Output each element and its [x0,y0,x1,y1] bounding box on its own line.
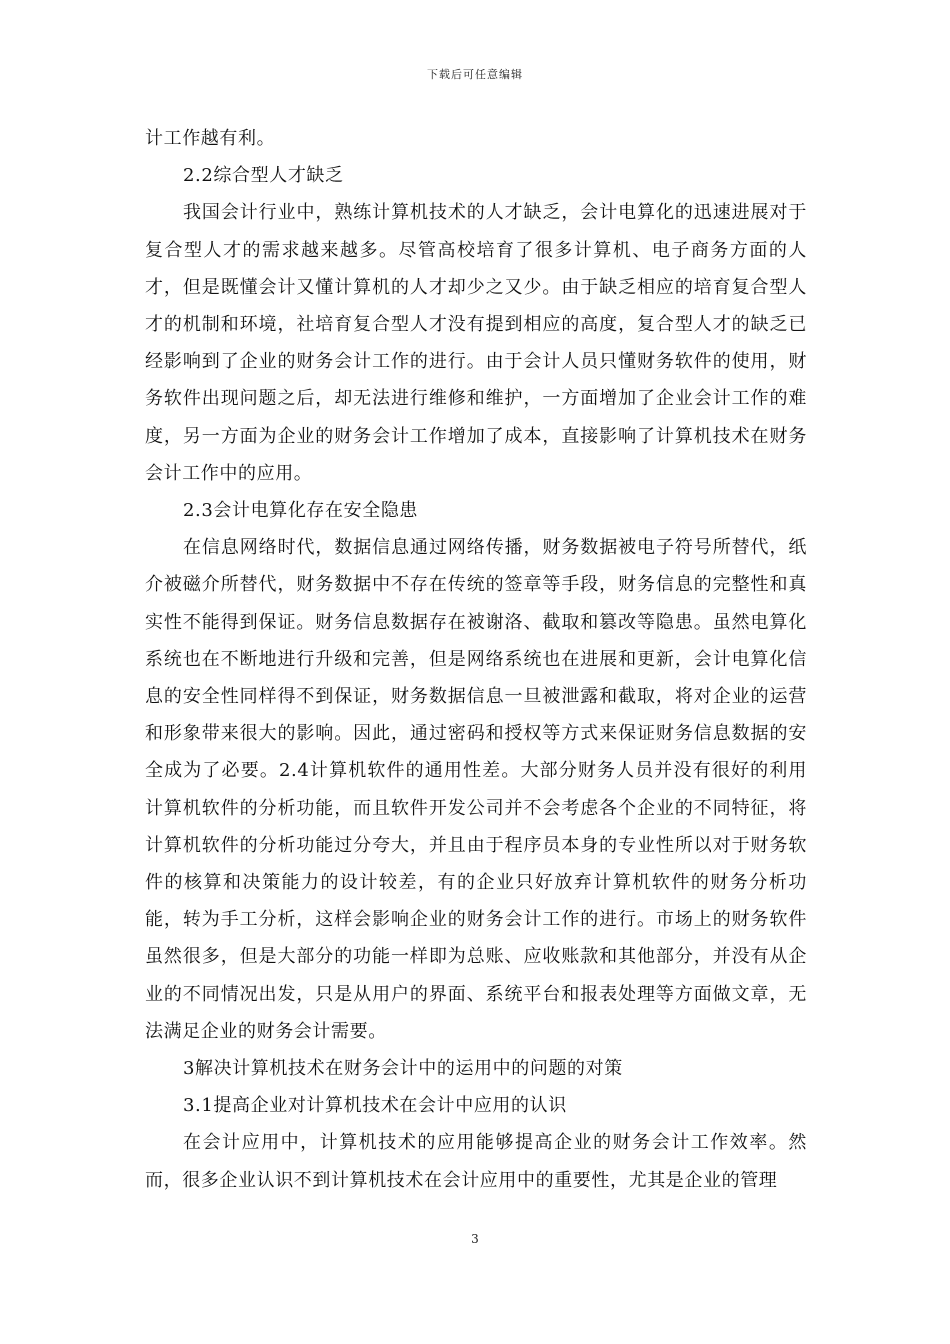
section-heading-2-3: 2.3会计电算化存在安全隐患 [183,500,419,522]
paragraph-3-1: 在会计应用中，计算机技术的应用能够提高企业的财务会计工作效率。然而，很多企业认识不到计算机技术在会计应用中的重要性，尤其是企业的管理 [145,1132,807,1191]
paragraph-2-3: 在信息网络时代，数据信息通过网络传播，财务数据被电子符号所替代，纸介被磁介所替代，财务数据中不存在传统的签章等手段，财务信息的完整性和真实性不能得到保证。财务信息数据存在被谢洛、截取和篡改等隐患。虽然电算化系统也在不断地进行升级和完善，但是网络系统也在进展和更新，会计电算化信息的安全性同样得不到保证，财务数据信息一旦被泄露和截取，将对企业的运营和形象带来很大的影响。因此，通过密码和授权等方式来保证财务信息数据的安全成为了必要。2.4计算机软件的通用性差。大部分财务人员并没有很好的利用计算机软件的分析功能，而且软件开发公司并不会考虑各个企业的不同特征，将计算机软件的分析功能过分夸大，并且由于程序员本身的专业性所以对于财务软件的核算和决策能力的设计较差，有的企业只好放弃计算机软件的财务分析功能，转为手工分析，这样会影响企业的财务会计工作的进行。市场上的财务软件虽然很多，但是大部分的功能一样即为总账、应收账款和其他部分，并没有从企业的不同情况出发，只是从用户的界面、系统平台和报表处理等方面做文章，无法满足企业的财务会计需要。 [145,537,807,1042]
paragraph-2-2: 我国会计行业中，熟练计算机技术的人才缺乏，会计电算化的迅速进展对于复合型人才的需求越来越多。尽管高校培育了很多计算机、电子商务方面的人才，但是既懂会计又懂计算机的人才却少之又少。由于缺乏相应的培育复合型人才的机制和环境，社培育复合型人才没有提到相应的高度，复合型人才的缺乏已经影响到了企业的财务会计工作的进行。由于会计人员只懂财务软件的使用，财务软件出现问题之后，却无法进行维修和维护，一方面增加了企业会计工作的难度，另一方面为企业的财务会计工作增加了成本，直接影响了计算机技术在财务会计工作中的应用。 [145,202,807,484]
body-text [145,120,807,1199]
page-number: 3 [471,1232,479,1246]
section-heading-3-1: 3.1提高企业对计算机技术在会计中应用的认识 [183,1095,567,1117]
section-heading-2-2: 2.2综合型人才缺乏 [183,165,344,187]
header-note: 下载后可任意编辑 [427,68,523,81]
section-heading-3: 3解决计算机技术在财务会计中的运用中的问题的对策 [183,1058,623,1080]
paragraph-continuation: 计工作越有利。 [145,128,276,149]
